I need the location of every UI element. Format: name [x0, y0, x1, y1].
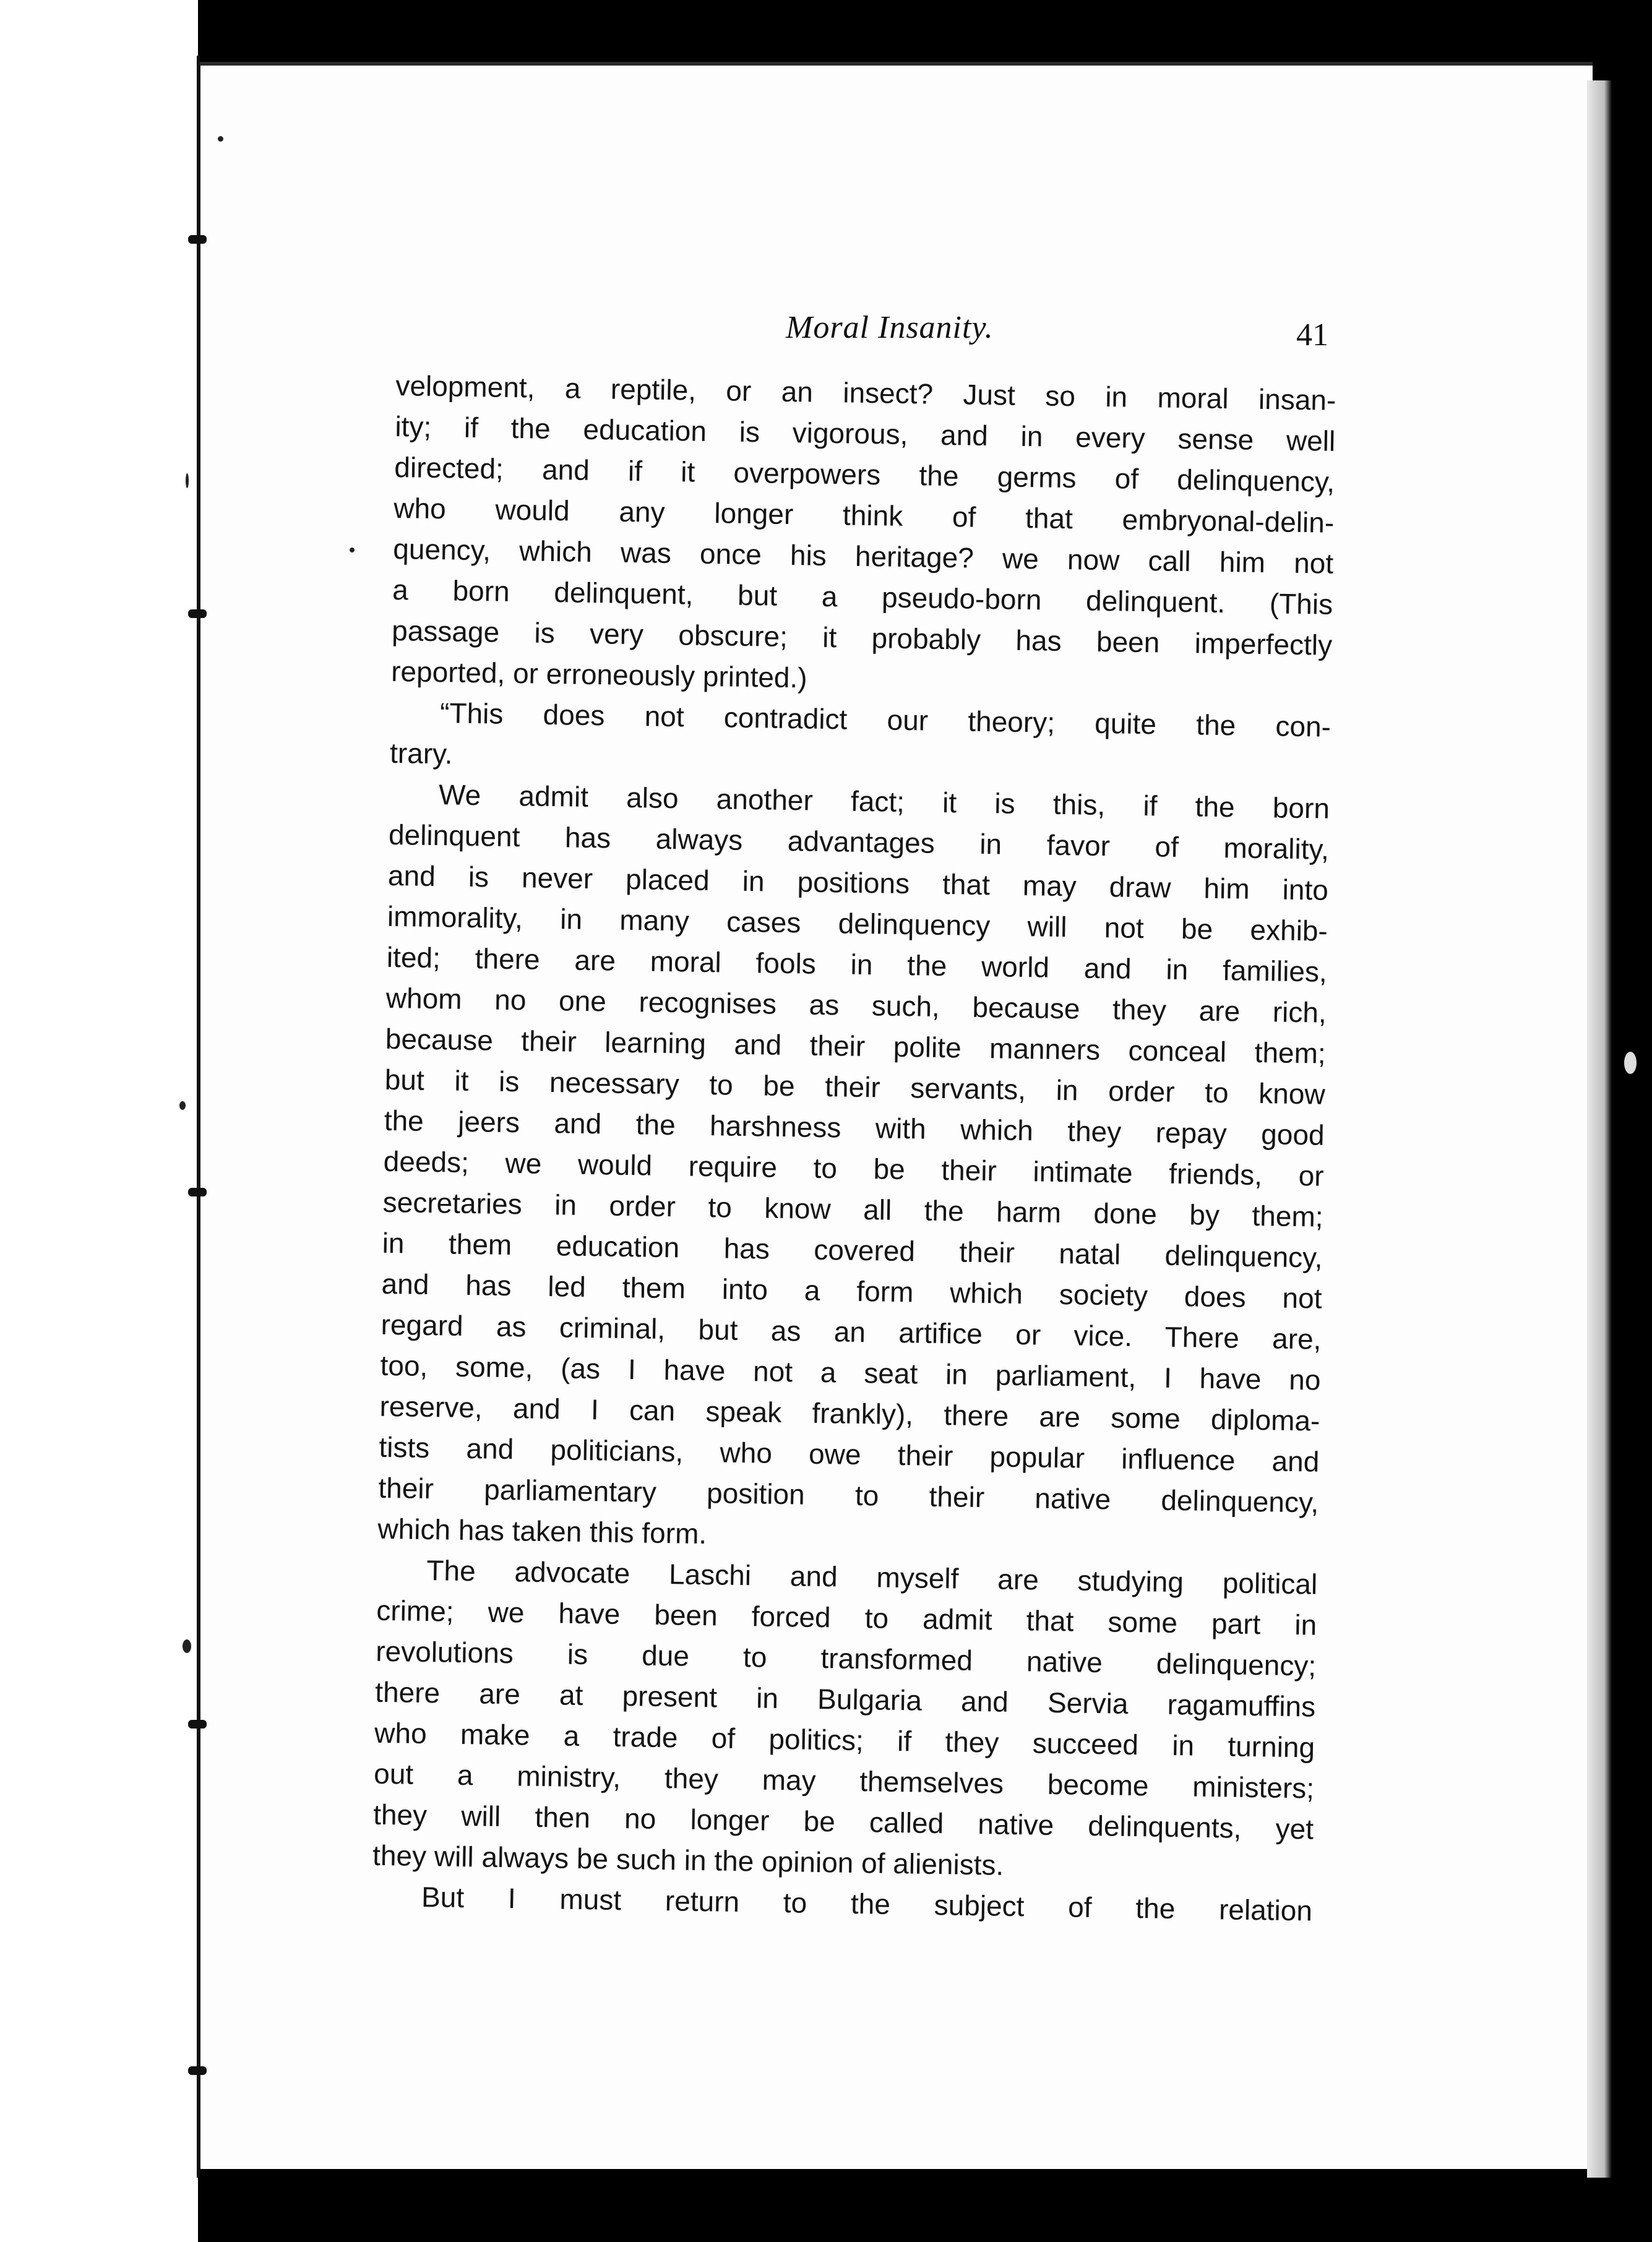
text-line: who make a trade of politics; if they succeed in turning [374, 1716, 1315, 1764]
text-line: trary. [389, 736, 453, 770]
text-line: quency, which was once his heritage? we now call him not [392, 532, 1334, 580]
text-line: their parliamentary position to their native delinquency, [378, 1471, 1319, 1519]
scan-speck [183, 1639, 191, 1653]
scan-speck [179, 1101, 186, 1110]
text-line: whom no one recognises as such, because they are rich, [385, 981, 1327, 1029]
binding-stitch [188, 235, 207, 244]
scan-speck [1624, 1052, 1637, 1074]
text-line: they will always be such in the opinion of alienists. [372, 1839, 1004, 1881]
text-line: tists and politicians, who owe their popular influence and [379, 1430, 1320, 1478]
scan-speck [350, 548, 355, 552]
text-line: passage is very obscure; it probably has been imperfectly [391, 614, 1333, 661]
text-line: But I must return to the subject of the relation [421, 1880, 1313, 1927]
text-line: ity; if the education is vigorous, and in every sense well [395, 410, 1336, 457]
text-line: directed; and if it overpowers the germs of delinquency, [394, 450, 1335, 498]
text-line: and is never placed in positions that may draw him into [387, 859, 1329, 906]
binding-stitch [188, 609, 207, 618]
scan-speck [218, 136, 223, 142]
text-line: “This does not contradict our theory; quite the con- [439, 697, 1331, 743]
text-line: reserve, and I can speak frankly), there are some diploma- [379, 1389, 1320, 1437]
page-number: 41 [1296, 317, 1328, 353]
text-line: because their learning and their polite manners conceal them; [385, 1022, 1327, 1070]
text-line: delinquent has always advantages in favor of morality, [388, 818, 1330, 865]
text-line: but it is necessary to be their servants, in order to know [384, 1063, 1326, 1110]
text-line: which has taken this form. [377, 1512, 707, 1550]
running-head: Moral Insanity. [786, 310, 994, 345]
text-line: velopment, a reptile, or an insect? Just so in moral insan- [395, 369, 1336, 416]
facing-page-margin [0, 0, 198, 2242]
text-line: who would any longer think of that embryonal-delin- [393, 491, 1335, 539]
text-line: there are at present in Bulgaria and Servia ragamuffins [374, 1675, 1316, 1723]
text-line: revolutions is due to transformed native delinquency; [375, 1634, 1317, 1682]
body-text [372, 365, 1336, 1931]
text-line: ited; there are moral fools in the world and in families, [386, 940, 1328, 988]
binding-stitch [188, 1720, 207, 1729]
binding-stitch [188, 2066, 207, 2075]
text-line: secretaries in order to know all the harm done by them; [382, 1185, 1323, 1233]
text-line: crime; we have been forced to admit that some part in [376, 1594, 1317, 1641]
text-line: reported, or erroneously printed.) [390, 655, 808, 694]
text-line: regard as criminal, but as an artifice or vice. There are, [381, 1308, 1322, 1355]
binding-stitch [188, 1188, 207, 1196]
text-line: deeds; we would require to be their intimate friends, or [383, 1145, 1325, 1192]
text-line: We admit also another fact; it is this, if the born [438, 778, 1330, 825]
text-line: out a ministry, they may themselves become ministers; [373, 1757, 1315, 1805]
text-line: The advocate Laschi and myself are studying political [426, 1554, 1318, 1600]
text-line: a born delinquent, but a pseudo-born delinquent. (This [392, 573, 1333, 621]
text-line: they will then no longer be called native delinquents, yet [372, 1798, 1314, 1845]
page-edge-shadow [1587, 80, 1612, 2178]
text-line: immorality, in many cases delinquency will not be exhib- [387, 900, 1328, 947]
binding-gutter [197, 56, 200, 2178]
text-line: too, some, (as I have not a seat in parliament, I have no [380, 1349, 1321, 1396]
text-line: and has led them into a form which society does not [381, 1267, 1322, 1315]
scan-speck [186, 473, 189, 488]
text-line: in them education has covered their natal delinquency, [382, 1226, 1323, 1274]
text-line: the jeers and the harshness with which they repay good [384, 1104, 1325, 1151]
